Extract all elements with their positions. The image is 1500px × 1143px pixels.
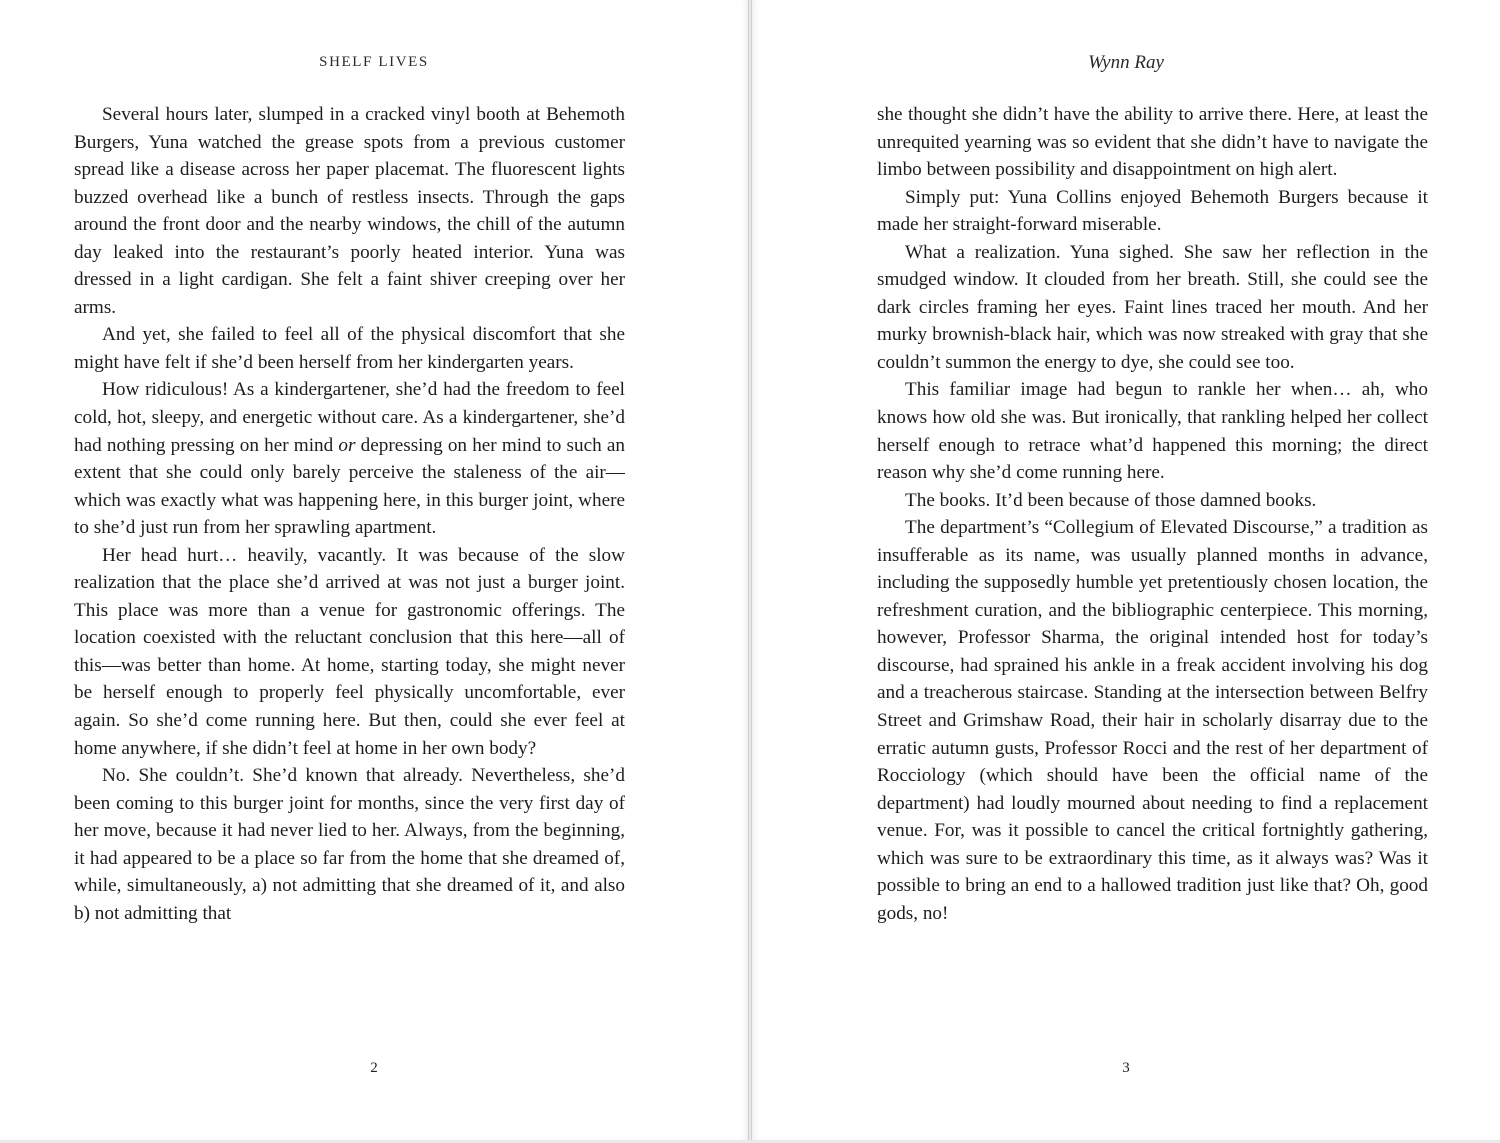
continued-paragraph: she thought she didn’t have the ability to arrive there. Here, at least the unrequited yearning was so evident that she didn’t have to navigate the limbo between possibility and disappointment on high alert. <box>877 104 1428 181</box>
running-head-title: SHELF LIVES <box>319 54 429 70</box>
paragraph: And yet, she failed to feel all of the physical discomfort that she might have felt if she’d been herself from her kindergarten years. <box>74 324 625 373</box>
paragraph-text: How ridiculous! As a kindergartener, she’d had the freedom to feel cold, hot, sleepy, and energetic without care. As a kindergartener, she’d had nothing pressing on her mind <box>74 379 625 456</box>
paragraph: This familiar image had begun to rankle her when… ah, who knows how old she was. But ironically, that rankling helped her collect herself enough to retrace what’d happened this morning; the direct reason why she’d come running here. <box>877 379 1428 484</box>
italic-text: or <box>338 434 356 456</box>
paragraph: Simply put: Yuna Collins enjoyed Behemoth Burgers because it made her straight-forward miserable. <box>877 186 1428 236</box>
running-head-author: Wynn Ray <box>1088 52 1164 73</box>
left-page <box>0 0 749 1140</box>
left-page-body <box>74 101 625 927</box>
paragraph: The department’s “Collegium of Elevated Discourse,” a tradition as insufferable as its name, was usually planned months in advance, including the supposedly humble yet pretentiously chosen location, the refreshment curation, and the bibliographic centerpiece. This morning, however, Professor Sharma, the original intended host for today’s discourse, had sprained his ankle in a freak accident involving his dog and a treacherous staircase. Standing at the intersection between Belfry Street and Grimshaw Road, their hair in scholarly disarray due to the erratic autumn gusts, Professor Rocci and the rest of her department of Rocciology (which should have been the official name of the department) had loudly mourned about needing to find a replacement venue. For, was it possible to cancel the critical fortnightly gathering, which was sure to be extraordinary this time, as it always was? Was it possible to bring an end to a hallowed tradition just like that? Oh, good gods, no! <box>877 517 1428 924</box>
paragraph: Her head hurt… heavily, vacantly. It was because of the slow realization that the place she’d arrived at was not just a burger joint. This place was more than a venue for gastronomic offerings. The location coexisted with the reluctant conclusion that this here—all of this—was better than home. At home, starting today, she might never be herself enough to properly feel physically uncomfortable, ever again. So she’d come running here. But then, could she ever feel at home anywhere, if she didn’t feel at home in her own body? <box>74 544 625 759</box>
paragraph <box>74 376 625 541</box>
paragraph-text: depressing on her mind to such an extent that she could only barely perceive the staleness of the air—which was exactly what was happening here, in this burger joint, where to she’d just run from her sprawling apartment. <box>74 434 625 539</box>
page-number: 2 <box>370 1060 378 1076</box>
paragraph: Several hours later, slumped in a cracked vinyl booth at Behemoth Burgers, Yuna watched the grease spots from a previous customer spread like a disease across her paper placemat. The fluorescent lights buzzed overhead like a bunch of restless insects. Through the gaps around the front door and the nearby windows, the chill of the autumn day leaked into the restaurant’s poorly heated interior. Yuna was dressed in a light cardigan. She felt a faint shiver creeping over her arms. <box>74 104 625 318</box>
paragraph: The books. It’d been because of those damned books. <box>905 489 1317 511</box>
right-page-body <box>877 101 1428 927</box>
page-number: 3 <box>1122 1060 1130 1076</box>
right-page <box>751 0 1500 1140</box>
paragraph: No. She couldn’t. She’d known that already. Nevertheless, she’d been coming to this burger joint for months, since the very first day of her move, because it had never lied to her. Always, from the beginning, it had appeared to be a place so far from the home that she dreamed of, while, simultaneously, a) not admitting that she dreamed of it, and also b) not admitting that <box>74 765 625 924</box>
paragraph: What a realization. Yuna sighed. She saw her reflection in the smudged window. It clouded from her breath. Still, she could see the dark circles framing her eyes. Faint lines traced her mouth. And her murky brownish-black hair, which was now streaked with gray that she couldn’t summon the energy to dye, she could see too. <box>877 241 1428 373</box>
